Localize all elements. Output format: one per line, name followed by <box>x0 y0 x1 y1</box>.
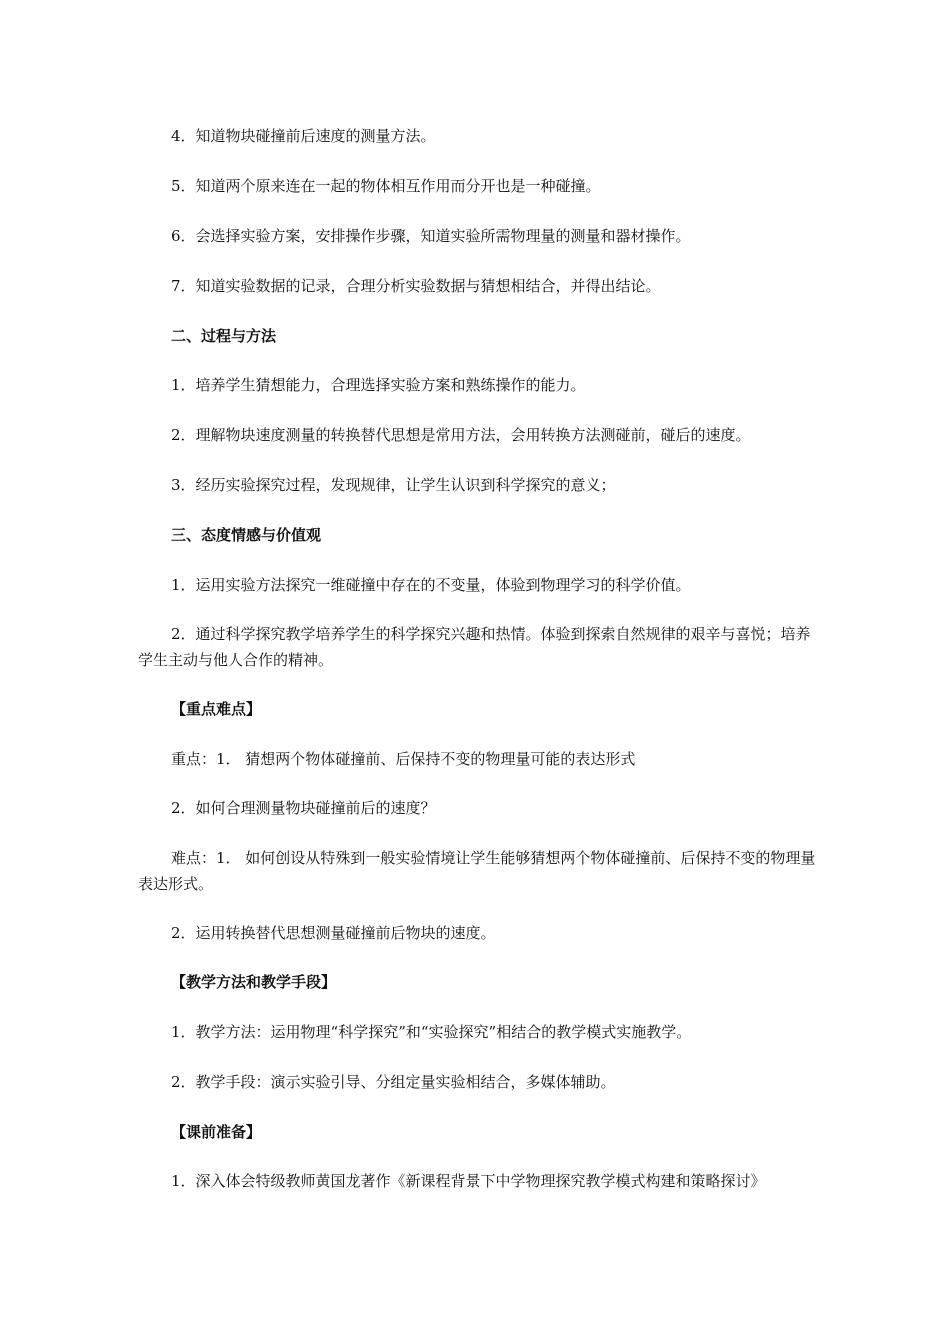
paragraph-process-1: 1．培养学生猜想能力，合理选择实验方案和熟练操作的能力。 <box>171 376 586 394</box>
paragraph-objective-7: 7．知道实验数据的记录，合理分析实验数据与猜想相结合，并得出结论。 <box>171 277 661 295</box>
paragraph-difficulty-1: 难点：1． 如何创设从特殊到一般实验情境让学生能够猜想两个物体碰撞前、后保持不变的物理量表达形式。 <box>138 849 816 893</box>
paragraph-process-2: 2．理解物块速度测量的转换替代思想是常用方法，会用转换方法测碰前，碰后的速度。 <box>171 426 751 444</box>
paragraph-objective-4: 4．知道物块碰撞前后速度的测量方法。 <box>171 127 436 145</box>
paragraph-method-1: 1．教学方法：运用物理“科学探究”和“实验探究”相结合的教学模式实施教学。 <box>171 1023 692 1041</box>
paragraph-attitude-2: 2．通过科学探究教学培养学生的科学探究兴趣和热情。体验到探索自然规律的艰辛与喜悦；培养学生主动与他人合作的精神。 <box>138 625 811 669</box>
heading-teaching-methods: 【教学方法和教学手段】 <box>171 973 337 991</box>
paragraph-attitude-1: 1．运用实验方法探究一维碰撞中存在的不变量，体验到物理学习的科学价值。 <box>171 576 691 594</box>
paragraph-key-2: 2．如何合理测量物块碰撞前后的速度？ <box>171 799 436 817</box>
paragraph-preparation-1: 1．深入体会特级教师黄国龙著作《新课程背景下中学物理探究教学模式构建和策略探讨》 <box>171 1172 766 1190</box>
paragraph-difficulty-2: 2．运用转换替代思想测量碰撞前后物块的速度。 <box>171 924 496 942</box>
heading-process-methods: 二、过程与方法 <box>171 327 277 345</box>
paragraph-key-1: 重点：1． 猜想两个物体碰撞前、后保持不变的物理量可能的表达形式 <box>171 750 636 768</box>
heading-preparation: 【课前准备】 <box>171 1123 262 1141</box>
heading-key-difficulties: 【重点难点】 <box>171 700 262 718</box>
paragraph-objective-6: 6．会选择实验方案，安排操作步骤，知道实验所需物理量的测量和器材操作。 <box>171 227 691 245</box>
heading-attitude-values: 三、态度情感与价值观 <box>171 526 322 544</box>
paragraph-objective-5: 5．知道两个原来连在一起的物体相互作用而分开也是一种碰撞。 <box>171 177 601 195</box>
paragraph-process-3: 3．经历实验探究过程，发现规律，让学生认识到科学探究的意义； <box>171 476 616 494</box>
paragraph-method-2: 2．教学手段：演示实验引导、分组定量实验相结合，多媒体辅助。 <box>171 1073 616 1091</box>
